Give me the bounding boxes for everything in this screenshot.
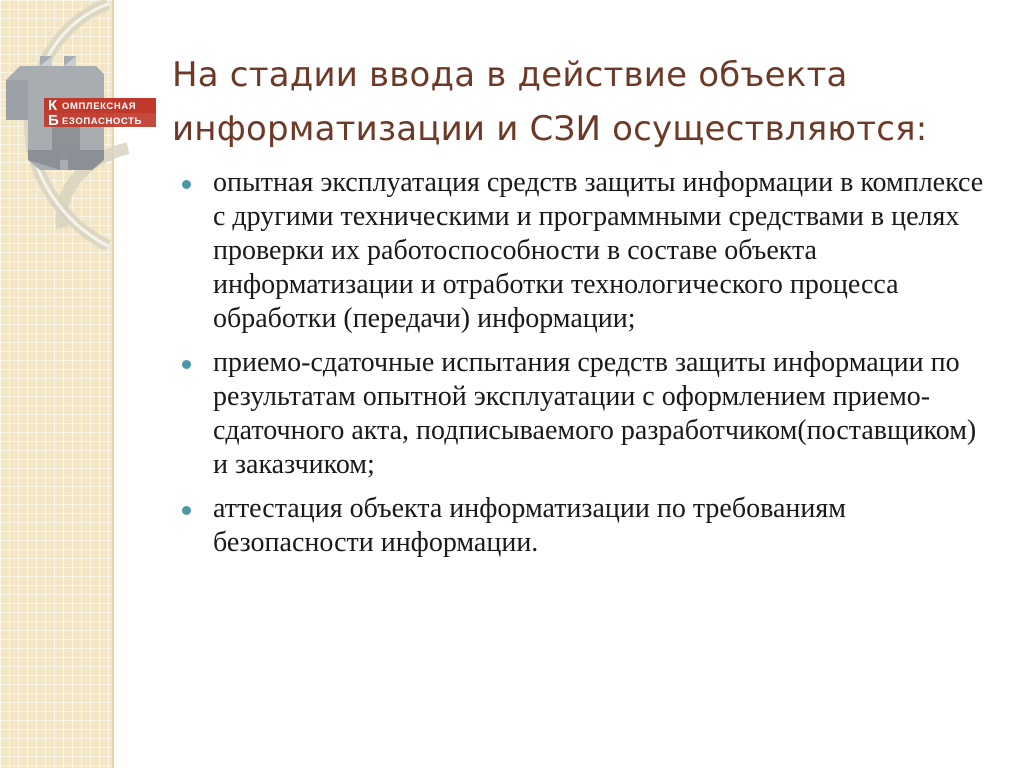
bullet-item	[180, 346, 995, 482]
bullet-dot-icon	[182, 180, 191, 189]
bullet-text: аттестация объекта информатизации по требованиям безопасности информации.	[213, 493, 846, 558]
slide-title-line2: информатизации и СЗИ осуществляются:	[172, 109, 928, 149]
bullet-list	[180, 166, 995, 570]
logo-word-line1: ОМПЛЕКСНАЯ	[62, 101, 137, 112]
bullet-item	[180, 492, 995, 560]
bullet-text: приемо-сдаточные испытания средств защиты информации по результатам опытной эксплуатации с оформлением приемо-сдаточного акта, подписываемого разработчиком(поставщиком) и заказчиком;	[213, 347, 977, 480]
logo-text-plate	[44, 97, 156, 129]
slide-title-line1: На стадии ввода в действие объекта	[172, 55, 848, 95]
slide-title	[172, 48, 1002, 156]
logo-letter-b: Б	[48, 112, 59, 129]
company-logo	[0, 0, 180, 250]
bullet-item	[180, 166, 995, 336]
bullet-dot-icon	[182, 360, 191, 369]
logo-letter-k: К	[48, 97, 58, 114]
bullet-dot-icon	[182, 506, 191, 515]
logo-word-line2: ЕЗОПАСНОСТЬ	[62, 116, 142, 127]
bullet-text: опытная эксплуатация средств защиты информации в комплексе с другими техническими и программными средствами в целях проверки их работоспособности в составе объекта информатизации и отработки технологического процесса обработки (передачи) информации;	[213, 167, 984, 334]
